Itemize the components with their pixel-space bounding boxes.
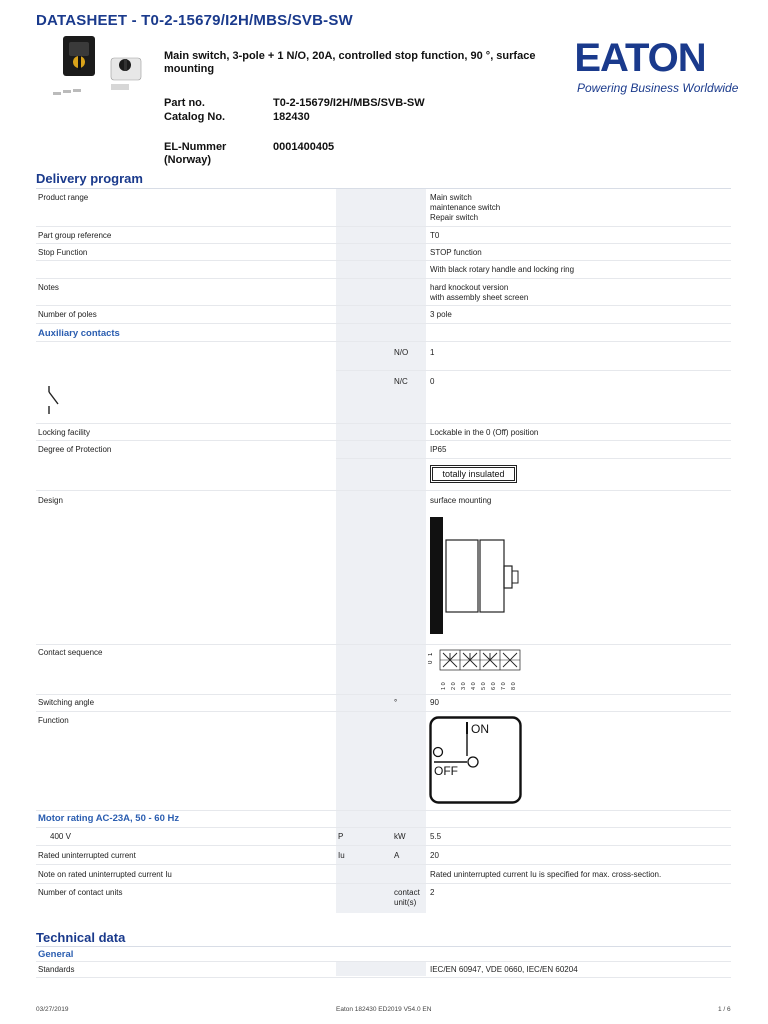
current-value: 20 (430, 851, 439, 860)
part-no-value: T0-2-15679/I2H/MBS/SVB-SW (273, 97, 425, 109)
row-divider (36, 977, 731, 978)
current-unit: A (394, 851, 400, 860)
locking-facility-label: Locking facility (38, 428, 91, 437)
product-range-value: Main switch maintenance switch Repair switch (430, 193, 501, 222)
delivery-program-heading: Delivery program (36, 171, 143, 186)
totally-insulated-badge (430, 465, 517, 483)
position-1-label: 1 (428, 652, 434, 656)
power-symbol: P (338, 832, 344, 841)
stop-function-value: STOP function (430, 248, 482, 257)
degree-of-protection-label: Degree of Protection (38, 445, 112, 454)
design-value: surface mounting (430, 496, 492, 505)
row-divider (36, 711, 731, 712)
eaton-logo-text: EATON (574, 36, 706, 78)
el-number-label: EL-Nummer (Norway) (164, 141, 227, 166)
el-number-value: 0001400405 (273, 141, 335, 153)
row-divider (36, 883, 731, 884)
row-divider (36, 260, 731, 261)
notes-value: hard knockout version with assembly sheet screen (430, 283, 529, 302)
row-divider (36, 694, 731, 695)
row-divider (336, 370, 731, 371)
power-value: 5.5 (430, 832, 442, 841)
function-off-label: OFF (434, 764, 458, 778)
row-divider (36, 440, 731, 441)
row-divider (36, 810, 731, 811)
terminal-label: 1 0 (441, 682, 447, 690)
function-on-label: ON (471, 722, 489, 736)
terminal-label: 3 0 (461, 682, 467, 690)
switching-angle-value: 90 (430, 698, 439, 707)
switching-angle-unit: ° (394, 698, 398, 707)
tagline: Powering Business Worldwide (577, 81, 739, 95)
row-divider (36, 341, 731, 342)
function-label: Function (38, 716, 69, 725)
page-title: DATASHEET - T0-2-15679/I2H/MBS/SVB-SW (36, 12, 353, 29)
auxiliary-contacts-heading: Auxiliary contacts (38, 328, 120, 339)
contact-units-value: 2 (430, 888, 435, 897)
shaded-column (336, 962, 426, 976)
row-divider (36, 490, 731, 491)
locking-facility-value: Lockable in the 0 (Off) position (430, 428, 539, 437)
design-label: Design (38, 496, 63, 505)
motor-rating-heading: Motor rating AC-23A, 50 - 60 Hz (38, 813, 180, 824)
row-divider (36, 226, 731, 227)
stop-function-label: Stop Function (38, 248, 88, 257)
power-unit: kW (394, 832, 406, 841)
row-divider (36, 827, 731, 828)
eaton-logo (545, 36, 735, 78)
part-group-value: T0 (430, 231, 440, 240)
catalog-no-label: Catalog No. (164, 111, 226, 123)
number-of-poles-label: Number of poles (38, 310, 97, 319)
position-0-label: 0 (428, 660, 434, 664)
contact-sequence-label: Contact sequence (38, 648, 103, 657)
totally-insulated-text: totally insulated (432, 467, 515, 481)
section-divider (36, 946, 731, 947)
product-image (45, 32, 150, 107)
row-divider (36, 278, 731, 279)
terminal-label: 7 0 (501, 682, 507, 690)
row-divider (36, 323, 731, 324)
standards-label: Standards (38, 965, 75, 974)
row-divider (336, 458, 731, 459)
function-diagram (429, 716, 522, 804)
nc-value: 0 (430, 377, 435, 386)
footer-center: Eaton 182430 ED2019 V54.0 EN (336, 1006, 432, 1013)
current-symbol: Iu (338, 851, 345, 860)
terminal-label: 6 0 (491, 682, 497, 690)
product-range-label: Product range (38, 193, 89, 202)
row-divider (36, 423, 731, 424)
notes-label: Notes (38, 283, 59, 292)
part-no-label: Part no. (164, 97, 205, 109)
terminal-label: 4 0 (471, 682, 477, 690)
row-divider (36, 243, 731, 244)
row-divider (36, 864, 731, 865)
current-note-label: Note on rated uninterrupted current Iu (38, 870, 172, 879)
product-description: Main switch, 3-pole + 1 N/O, 20A, controlled stop function, 90 °, surface mounting (164, 50, 536, 75)
rated-current-label: Rated uninterrupted current (38, 851, 136, 860)
footer-page: 1 / 6 (718, 1006, 731, 1013)
terminal-label: 2 0 (451, 682, 457, 690)
contact-sequence-diagram (428, 648, 524, 692)
catalog-no-value: 182430 (273, 111, 310, 123)
motor-voltage-label: 400 V (50, 832, 71, 841)
contact-units-unit: contact unit(s) (394, 888, 420, 907)
part-group-label: Part group reference (38, 231, 112, 240)
degree-of-protection-value: IP65 (430, 445, 447, 454)
standards-value: IEC/EN 60947, VDE 0660, IEC/EN 60204 (430, 965, 578, 974)
contact-units-label: Number of contact units (38, 888, 123, 897)
terminal-label: 5 0 (481, 682, 487, 690)
no-value: 1 (430, 348, 435, 357)
general-heading: General (38, 949, 74, 960)
row-divider (36, 644, 731, 645)
row-divider (36, 845, 731, 846)
switching-angle-label: Switching angle (38, 698, 95, 707)
number-of-poles-value: 3 pole (430, 310, 452, 319)
no-label: N/O (394, 348, 409, 357)
current-note-value: Rated uninterrupted current Iu is specified for max. cross-section. (430, 870, 662, 879)
row-divider (36, 305, 731, 306)
nc-contact-symbol-icon (44, 382, 68, 418)
technical-data-heading: Technical data (36, 930, 126, 945)
surface-mounting-drawing-icon (430, 515, 522, 637)
nc-label: N/C (394, 377, 408, 386)
terminal-label: 8 0 (511, 682, 517, 690)
footer-date: 03/27/2019 (36, 1006, 69, 1013)
rotary-handle-value: With black rotary handle and locking ring (430, 265, 575, 274)
shaded-column (336, 189, 426, 913)
